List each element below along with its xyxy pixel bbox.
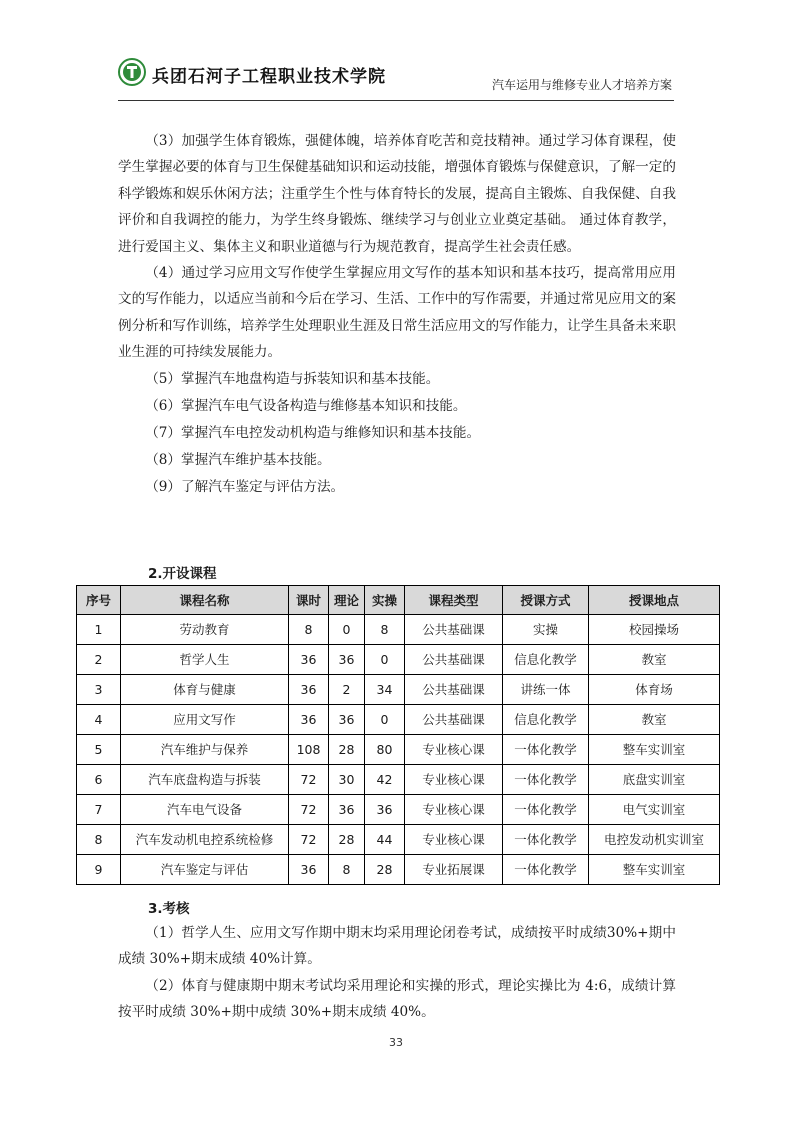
cell-teaching-mode: 实操 <box>503 615 589 645</box>
cell-location: 教室 <box>589 705 720 735</box>
item-9: （9）了解汽车鉴定与评估方法。 <box>145 478 345 495</box>
item-6: （6）掌握汽车电气设备构造与维修基本知识和技能。 <box>145 397 467 414</box>
cell-course-name: 劳动教育 <box>121 615 289 645</box>
cell-hours: 36 <box>289 855 329 885</box>
cell-course-name: 体育与健康 <box>121 675 289 705</box>
table-row <box>77 735 720 765</box>
exam-block <box>118 920 676 1026</box>
cell-hours: 72 <box>289 795 329 825</box>
cell-teaching-mode: 一体化教学 <box>503 795 589 825</box>
cell-index: 8 <box>77 825 121 855</box>
table-row <box>77 795 720 825</box>
cell-hours: 36 <box>289 645 329 675</box>
cell-index: 1 <box>77 615 121 645</box>
cell-hours: 108 <box>289 735 329 765</box>
cell-practice: 36 <box>365 795 405 825</box>
cell-theory: 36 <box>329 645 365 675</box>
cell-theory: 36 <box>329 705 365 735</box>
cell-course-name: 汽车维护与保养 <box>121 735 289 765</box>
cell-course-type: 专业核心课 <box>405 765 503 795</box>
cell-location: 校园操场 <box>589 615 720 645</box>
section-3-title: 3.考核 <box>148 901 190 917</box>
item-5: （5）掌握汽车地盘构造与拆装知识和基本技能。 <box>145 370 440 387</box>
table-row <box>77 855 720 885</box>
cell-theory: 30 <box>329 765 365 795</box>
col-header-practice: 实操 <box>365 586 405 615</box>
item-7: （7）掌握汽车电控发动机构造与维修知识和基本技能。 <box>145 424 481 441</box>
cell-teaching-mode: 一体化教学 <box>503 855 589 885</box>
cell-hours: 36 <box>289 675 329 705</box>
cell-theory: 28 <box>329 735 365 765</box>
cell-theory: 2 <box>329 675 365 705</box>
col-header-course-type: 课程类型 <box>405 586 503 615</box>
cell-theory: 8 <box>329 855 365 885</box>
cell-course-name: 应用文写作 <box>121 705 289 735</box>
cell-location: 整车实训室 <box>589 855 720 885</box>
cell-teaching-mode: 一体化教学 <box>503 765 589 795</box>
paragraph-4: （4）通过学习应用文写作使学生掌握应用文写作的基本知识和基本技巧，提高常用应用文的写作能力，以适应当前和今后在学习、生活、工作中的写作需要，并通过常见应用文的案例分析和写作训练，培养学生处理职业生涯及日常生活应用文的写作能力，让学生具备未来职业生涯的可持续发展能力。 <box>118 265 676 361</box>
exam-paragraph-1: （1）哲学人生、应用文写作期中期末均采用理论闭卷考试，成绩按平时成绩30%+期中成绩 30%+期末成绩 40%计算。 <box>118 925 676 968</box>
table-row <box>77 765 720 795</box>
table-row <box>77 825 720 855</box>
paragraph-3: （3）加强学生体育锻炼，强健体魄，培养体育吃苦和竞技精神。通过学习体育课程，使学生掌握必要的体育与卫生保健基础知识和运动技能，增强体育锻炼与保健意识，了解一定的科学锻炼和娱乐休闲方法；注重学生个性与体育特长的发展，提高自主锻炼、自我保健、自我评价和自我调控的能力，为学生终身锻炼、继续学习与创业立业奠定基础。 通过体育教学，进行爱国主义、集体主义和职业道德与行为规范教育，提高学生社会责任感。 <box>118 133 676 255</box>
cell-teaching-mode: 一体化教学 <box>503 825 589 855</box>
cell-index: 9 <box>77 855 121 885</box>
school-logo-icon <box>118 58 146 86</box>
cell-location: 教室 <box>589 645 720 675</box>
cell-location: 电气实训室 <box>589 795 720 825</box>
cell-practice: 34 <box>365 675 405 705</box>
cell-course-name: 汽车电气设备 <box>121 795 289 825</box>
cell-course-type: 公共基础课 <box>405 645 503 675</box>
table-header-row <box>77 586 720 615</box>
cell-teaching-mode: 讲练一体 <box>503 675 589 705</box>
cell-practice: 0 <box>365 705 405 735</box>
item-8: （8）掌握汽车维护基本技能。 <box>145 451 331 468</box>
exam-paragraph-2: （2）体育与健康期中期末考试均采用理论和实操的形式，理论实操比为 4:6，成绩计算按平时成绩 30%+期中成绩 30%+期末成绩 40%。 <box>118 977 676 1021</box>
cell-practice: 8 <box>365 615 405 645</box>
document-title: 汽车运用与维修专业人才培养方案 <box>491 78 672 92</box>
cell-theory: 28 <box>329 825 365 855</box>
section-2-title: 2.开设课程 <box>148 566 217 582</box>
objectives-block <box>118 128 676 501</box>
cell-hours: 36 <box>289 705 329 735</box>
cell-index: 6 <box>77 765 121 795</box>
cell-course-name: 汽车底盘构造与拆装 <box>121 765 289 795</box>
table-row <box>77 675 720 705</box>
cell-hours: 72 <box>289 825 329 855</box>
cell-index: 4 <box>77 705 121 735</box>
table-row <box>77 615 720 645</box>
school-name: 兵团石河子工程职业技术学院 <box>152 67 386 87</box>
cell-teaching-mode: 一体化教学 <box>503 735 589 765</box>
cell-index: 2 <box>77 645 121 675</box>
cell-hours: 72 <box>289 765 329 795</box>
cell-course-name: 哲学人生 <box>121 645 289 675</box>
cell-course-name: 汽车鉴定与评估 <box>121 855 289 885</box>
cell-theory: 0 <box>329 615 365 645</box>
course-table <box>76 585 720 885</box>
col-header-index: 序号 <box>77 586 121 615</box>
col-header-theory: 理论 <box>329 586 365 615</box>
cell-practice: 42 <box>365 765 405 795</box>
cell-practice: 28 <box>365 855 405 885</box>
page-header <box>118 52 674 101</box>
cell-course-type: 公共基础课 <box>405 675 503 705</box>
table-row <box>77 645 720 675</box>
cell-course-type: 专业核心课 <box>405 795 503 825</box>
cell-index: 5 <box>77 735 121 765</box>
cell-index: 7 <box>77 795 121 825</box>
cell-course-name: 汽车发动机电控系统检修 <box>121 825 289 855</box>
cell-teaching-mode: 信息化教学 <box>503 645 589 675</box>
cell-hours: 8 <box>289 615 329 645</box>
cell-teaching-mode: 信息化教学 <box>503 705 589 735</box>
cell-location: 底盘实训室 <box>589 765 720 795</box>
table-row <box>77 705 720 735</box>
cell-course-type: 专业核心课 <box>405 735 503 765</box>
col-header-course-name: 课程名称 <box>121 586 289 615</box>
cell-location: 体育场 <box>589 675 720 705</box>
cell-practice: 80 <box>365 735 405 765</box>
cell-course-type: 专业核心课 <box>405 825 503 855</box>
page-number: 33 <box>389 1036 403 1049</box>
cell-theory: 36 <box>329 795 365 825</box>
col-header-location: 授课地点 <box>589 586 720 615</box>
cell-location: 电控发动机实训室 <box>589 825 720 855</box>
col-header-hours: 课时 <box>289 586 329 615</box>
cell-practice: 44 <box>365 825 405 855</box>
cell-index: 3 <box>77 675 121 705</box>
cell-course-type: 公共基础课 <box>405 705 503 735</box>
cell-course-type: 专业拓展课 <box>405 855 503 885</box>
col-header-teaching-mode: 授课方式 <box>503 586 589 615</box>
cell-course-type: 公共基础课 <box>405 615 503 645</box>
cell-location: 整车实训室 <box>589 735 720 765</box>
cell-practice: 0 <box>365 645 405 675</box>
